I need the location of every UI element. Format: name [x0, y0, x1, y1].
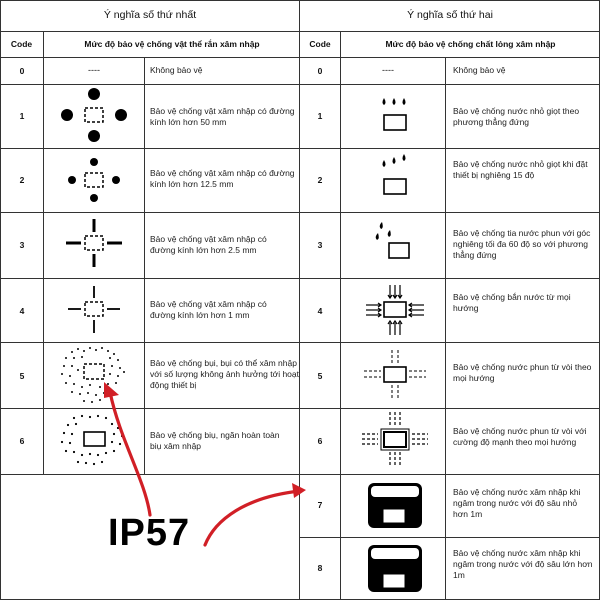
ip-rating-label: IP57: [108, 512, 191, 554]
left-desc-2: Bảo vệ chống vật xâm nhập có đường kính lớn hơn 12.5 mm: [150, 168, 295, 189]
left-code-1: 1: [19, 111, 25, 121]
right-title: Ý nghĩa số thứ hai: [407, 9, 493, 21]
left-desc-1: Bảo vệ chống vật xâm nhập có đường kính lớn hơn 50 mm: [150, 106, 295, 127]
right-code-2: 2: [317, 175, 323, 185]
left-code-4: 4: [19, 306, 25, 316]
right-desc-2: Bảo vệ chống nước nhỏ giọt khi đặt thiết bị nghiêng 15 độ: [453, 159, 588, 180]
right-code-0: 0: [317, 66, 323, 76]
right-desc-1: Bảo vệ chống nước nhỏ giọt theo phương thẳng đứng: [453, 106, 580, 127]
right-code-6: 6: [317, 436, 323, 446]
right-desc-5: Bảo vệ chống nước phun từ vòi theo mọi hướng: [453, 362, 592, 383]
right-code-4: 4: [317, 306, 323, 316]
right-desc-0: Không bảo vệ: [453, 65, 506, 75]
right-desc-4: Bảo vệ chống bắn nước từ mọi hướng: [453, 292, 571, 313]
left-desc-3: Bảo vệ chống vật xâm nhập có đường kính lớn hơn 2.5 mm: [150, 234, 267, 255]
left-code-header: Code: [10, 39, 33, 49]
arrow-to-solid-5: [110, 392, 150, 515]
right-code-8: 8: [317, 563, 323, 573]
right-desc-8: Bảo vệ chống nước xâm nhập khi ngâm trong nước với độ sâu lớn hơn 1m: [453, 548, 593, 580]
right-code-7: 7: [317, 500, 323, 510]
left-code-6: 6: [19, 436, 25, 446]
right-code-5: 5: [317, 371, 323, 381]
right-desc-7: Bảo vệ chống nước xâm nhập khi ngâm trong nước với độ sâu nhỏ hơn 1m: [453, 487, 581, 519]
left-code-0: 0: [19, 66, 25, 76]
right-code-header: Code: [309, 39, 331, 49]
right-code-1: 1: [317, 111, 323, 121]
left-desc-5: Bảo vệ chống bụi, bụi có thể xâm nhập với số lượng không ảnh hưởng tới hoạt động thiết bị: [150, 358, 299, 390]
left-desc-6: Bảo vệ chống biụ, ngăn hoàn toàn biụ xâm nhập: [150, 430, 280, 451]
left-desc-4: Bảo vệ chống vật xâm nhập có đường kính lớn hơn 1 mm: [150, 299, 267, 320]
left-code-3: 3: [19, 240, 25, 250]
arrowhead-up: [104, 382, 119, 398]
right-symbol-0: ----: [382, 65, 394, 75]
left-code-2: 2: [19, 175, 25, 185]
left-symbol-0: ----: [88, 65, 100, 75]
left-code-5: 5: [19, 371, 25, 381]
right-desc-header: Mức độ bảo vệ chống chất lỏng xâm nhập: [385, 39, 556, 49]
left-desc-0: Không bảo vệ: [150, 65, 203, 75]
left-title: Ý nghĩa số thứ nhất: [103, 9, 197, 21]
arrowhead-right: [292, 483, 306, 498]
right-code-3: 3: [317, 240, 323, 250]
left-desc-header: Mức độ bảo vệ chống vật thể rắn xâm nhập: [84, 39, 260, 49]
right-desc-6: Bảo vệ chống nước phun từ vòi với cường độ mạnh theo mọi hướng: [453, 426, 587, 447]
right-desc-3: Bảo vệ chống tia nước phun với góc nghiêng tối đa 60 độ so với phương thẳng đứng: [453, 228, 591, 260]
arrow-to-liquid-7: [205, 491, 300, 545]
